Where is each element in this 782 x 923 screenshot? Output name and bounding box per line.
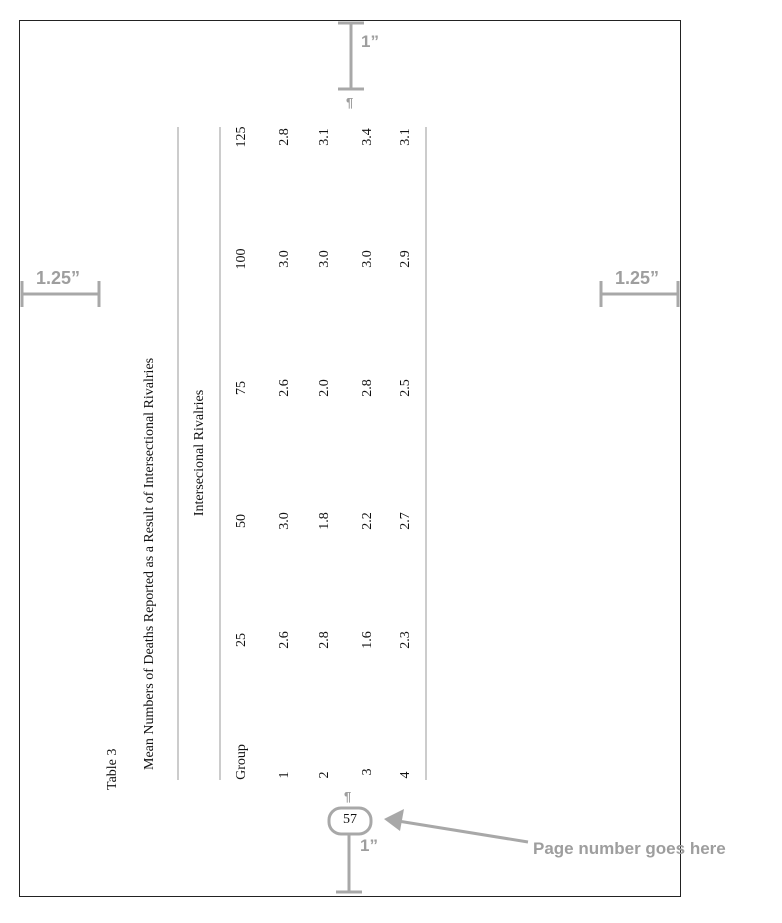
table-cell: 1.8 <box>317 512 332 530</box>
table-cell: 2.0 <box>317 379 332 397</box>
group-label: 4 <box>398 771 413 779</box>
table-cell: 3.1 <box>317 128 332 146</box>
column-header: 50 <box>234 514 249 528</box>
table-cell: 2.8 <box>277 128 292 146</box>
table-cell: 3.0 <box>277 250 292 268</box>
bottom-margin-label: 1” <box>360 836 378 855</box>
top-margin-label: 1” <box>361 32 379 51</box>
table-label: Table 3 <box>105 748 120 790</box>
arrow-icon <box>384 809 528 842</box>
right-margin-label: 1.25” <box>615 268 660 288</box>
table-cell: 1.6 <box>360 631 375 649</box>
table-cell: 3.0 <box>277 512 292 530</box>
table-cell: 2.9 <box>398 250 413 268</box>
table-cell: 3.1 <box>398 128 413 146</box>
group-label: 3 <box>360 768 375 776</box>
page-number-callout: Page number goes here <box>533 839 726 858</box>
pilcrow-mark-bottom: ¶ <box>344 789 352 804</box>
left-margin-label: 1.25” <box>36 268 81 288</box>
column-header: 125 <box>234 126 249 148</box>
group-label: 1 <box>277 771 292 779</box>
table-cell: 2.3 <box>398 631 413 649</box>
column-header: 25 <box>234 633 249 647</box>
table-cell: 2.8 <box>317 631 332 649</box>
table-cell: 2.5 <box>398 379 413 397</box>
table-cell: 2.2 <box>360 512 375 530</box>
table-cell: 3.0 <box>360 250 375 268</box>
bottom-margin-guide <box>336 834 362 892</box>
table-cell: 3.4 <box>360 128 375 146</box>
table-cell: 2.7 <box>398 512 413 530</box>
group-label: 2 <box>317 771 332 779</box>
column-header: 75 <box>234 381 249 395</box>
table-title: Mean Numbers of Deaths Reported as a Result of Intersectional Rivalries <box>142 357 157 770</box>
table-cell: 2.8 <box>360 379 375 397</box>
column-spanner: Intersecional Rivalries <box>192 389 207 517</box>
column-header: 100 <box>234 248 249 270</box>
pilcrow-mark-top: ¶ <box>346 95 354 110</box>
table-cell: 2.6 <box>277 379 292 397</box>
table-cell: 2.6 <box>277 631 292 649</box>
table-cell: 3.0 <box>317 250 332 268</box>
stub-header: Group <box>234 744 249 780</box>
page-number: 57 <box>343 812 357 827</box>
